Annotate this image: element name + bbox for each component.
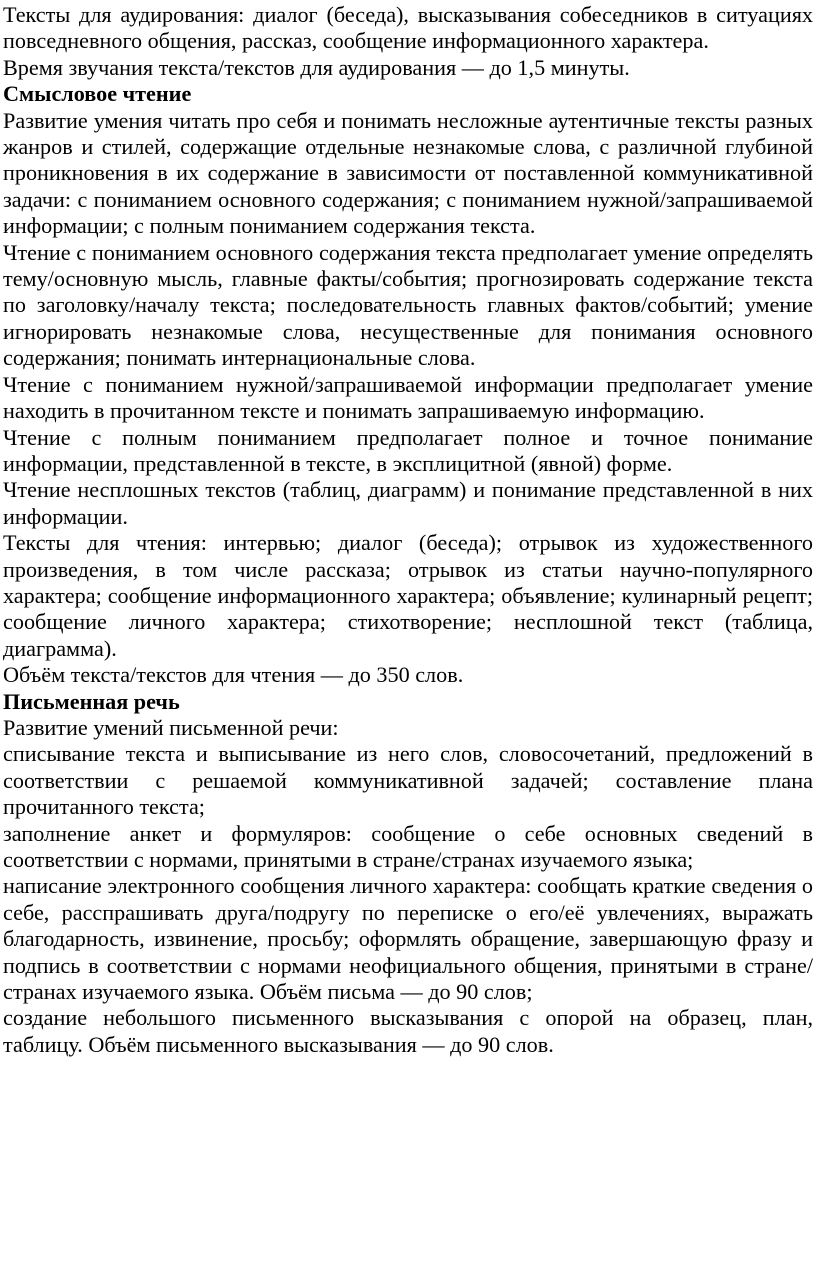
paragraph-reading-main-content: Чтение с пониманием основного содержания текста предполагает умение определять тему/основную мысль, главные факты/события; прогнозировать содержание текста по заголовку/началу текста; последовательность главных фактов/событий; умение игнорировать незнакомые слова, несущественные для понимания основного содержания; понимать интернациональные слова. bbox=[3, 239, 813, 371]
paragraph-writing-composition: создание небольшого письменного высказывания с опорой на образец, план, таблицу. Объём письменного высказывания — до 90 слов. bbox=[3, 1005, 813, 1057]
paragraph-writing-copying: списывание текста и выписывание из него слов, словосочетаний, предложений в соответствии с решаемой коммуникативной задачей; составление плана прочитанного текста; bbox=[3, 741, 813, 820]
paragraph-writing-intro: Развитие умений письменной речи: bbox=[3, 714, 339, 740]
paragraph-writing-forms: заполнение анкет и формуляров: сообщение о себе основных сведений в соответствии с нормами, принятыми в стране/странах изучаемого языка; bbox=[3, 820, 813, 872]
paragraph-reading-full-understanding: Чтение с полным пониманием предполагает полное и точное понимание информации, представленной в тексте, в эксплицитной (явной) форме. bbox=[3, 424, 813, 476]
heading-semantic-reading: Смысловое чтение bbox=[3, 81, 192, 107]
paragraph-listening-duration: Время звучания текста/текстов для аудирования — до 1,5 минуты. bbox=[3, 54, 630, 80]
paragraph-writing-email: написание электронного сообщения личного характера: сообщать краткие сведения о себе, расспрашивать друга/подругу по переписке о его/её увлечениях, выражать благодарность, извинение, просьбу; оформлять обращение, завершающую фразу и подпись в соответствии с нормами неофициального общения, принятыми в стране/странах изучаемого языка. Объём письма — до 90 слов; bbox=[3, 873, 813, 1005]
paragraph-reading-development: Развитие умения читать про себя и понимать несложные аутентичные тексты разных жанров и стилей, содержащие отдельные незнакомые слова, с различной глубиной проникновения в их содержание в зависимости от поставленной коммуникативной задачи: с пониманием основного содержания; с пониманием нужной/запрашиваемой информации; с полным пониманием содержания текста. bbox=[3, 107, 813, 239]
paragraph-listening-texts: Тексты для аудирования: диалог (беседа), высказывания собеседников в ситуациях повседневного общения, рассказ, сообщение информационного характера. bbox=[3, 2, 813, 54]
paragraph-reading-requested-info: Чтение с пониманием нужной/запрашиваемой информации предполагает умение находить в прочитанном тексте и понимать запрашиваемую информацию. bbox=[3, 371, 813, 424]
heading-written-speech: Письменная речь bbox=[3, 688, 180, 714]
paragraph-reading-volume: Объём текста/текстов для чтения — до 350 слов. bbox=[3, 662, 464, 688]
paragraph-reading-non-continuous: Чтение несплошных текстов (таблиц, диаграмм) и понимание представленной в них информации. bbox=[3, 477, 813, 529]
paragraph-reading-text-types: Тексты для чтения: интервью; диалог (беседа); отрывок из художественного произведения, в том числе рассказа; отрывок из статьи научно-популярного характера; сообщение информационного характера; объявление; кулинарный рецепт; сообщение личного характера; стихотворение; несплошной текст (таблица, диаграмма). bbox=[3, 530, 813, 661]
